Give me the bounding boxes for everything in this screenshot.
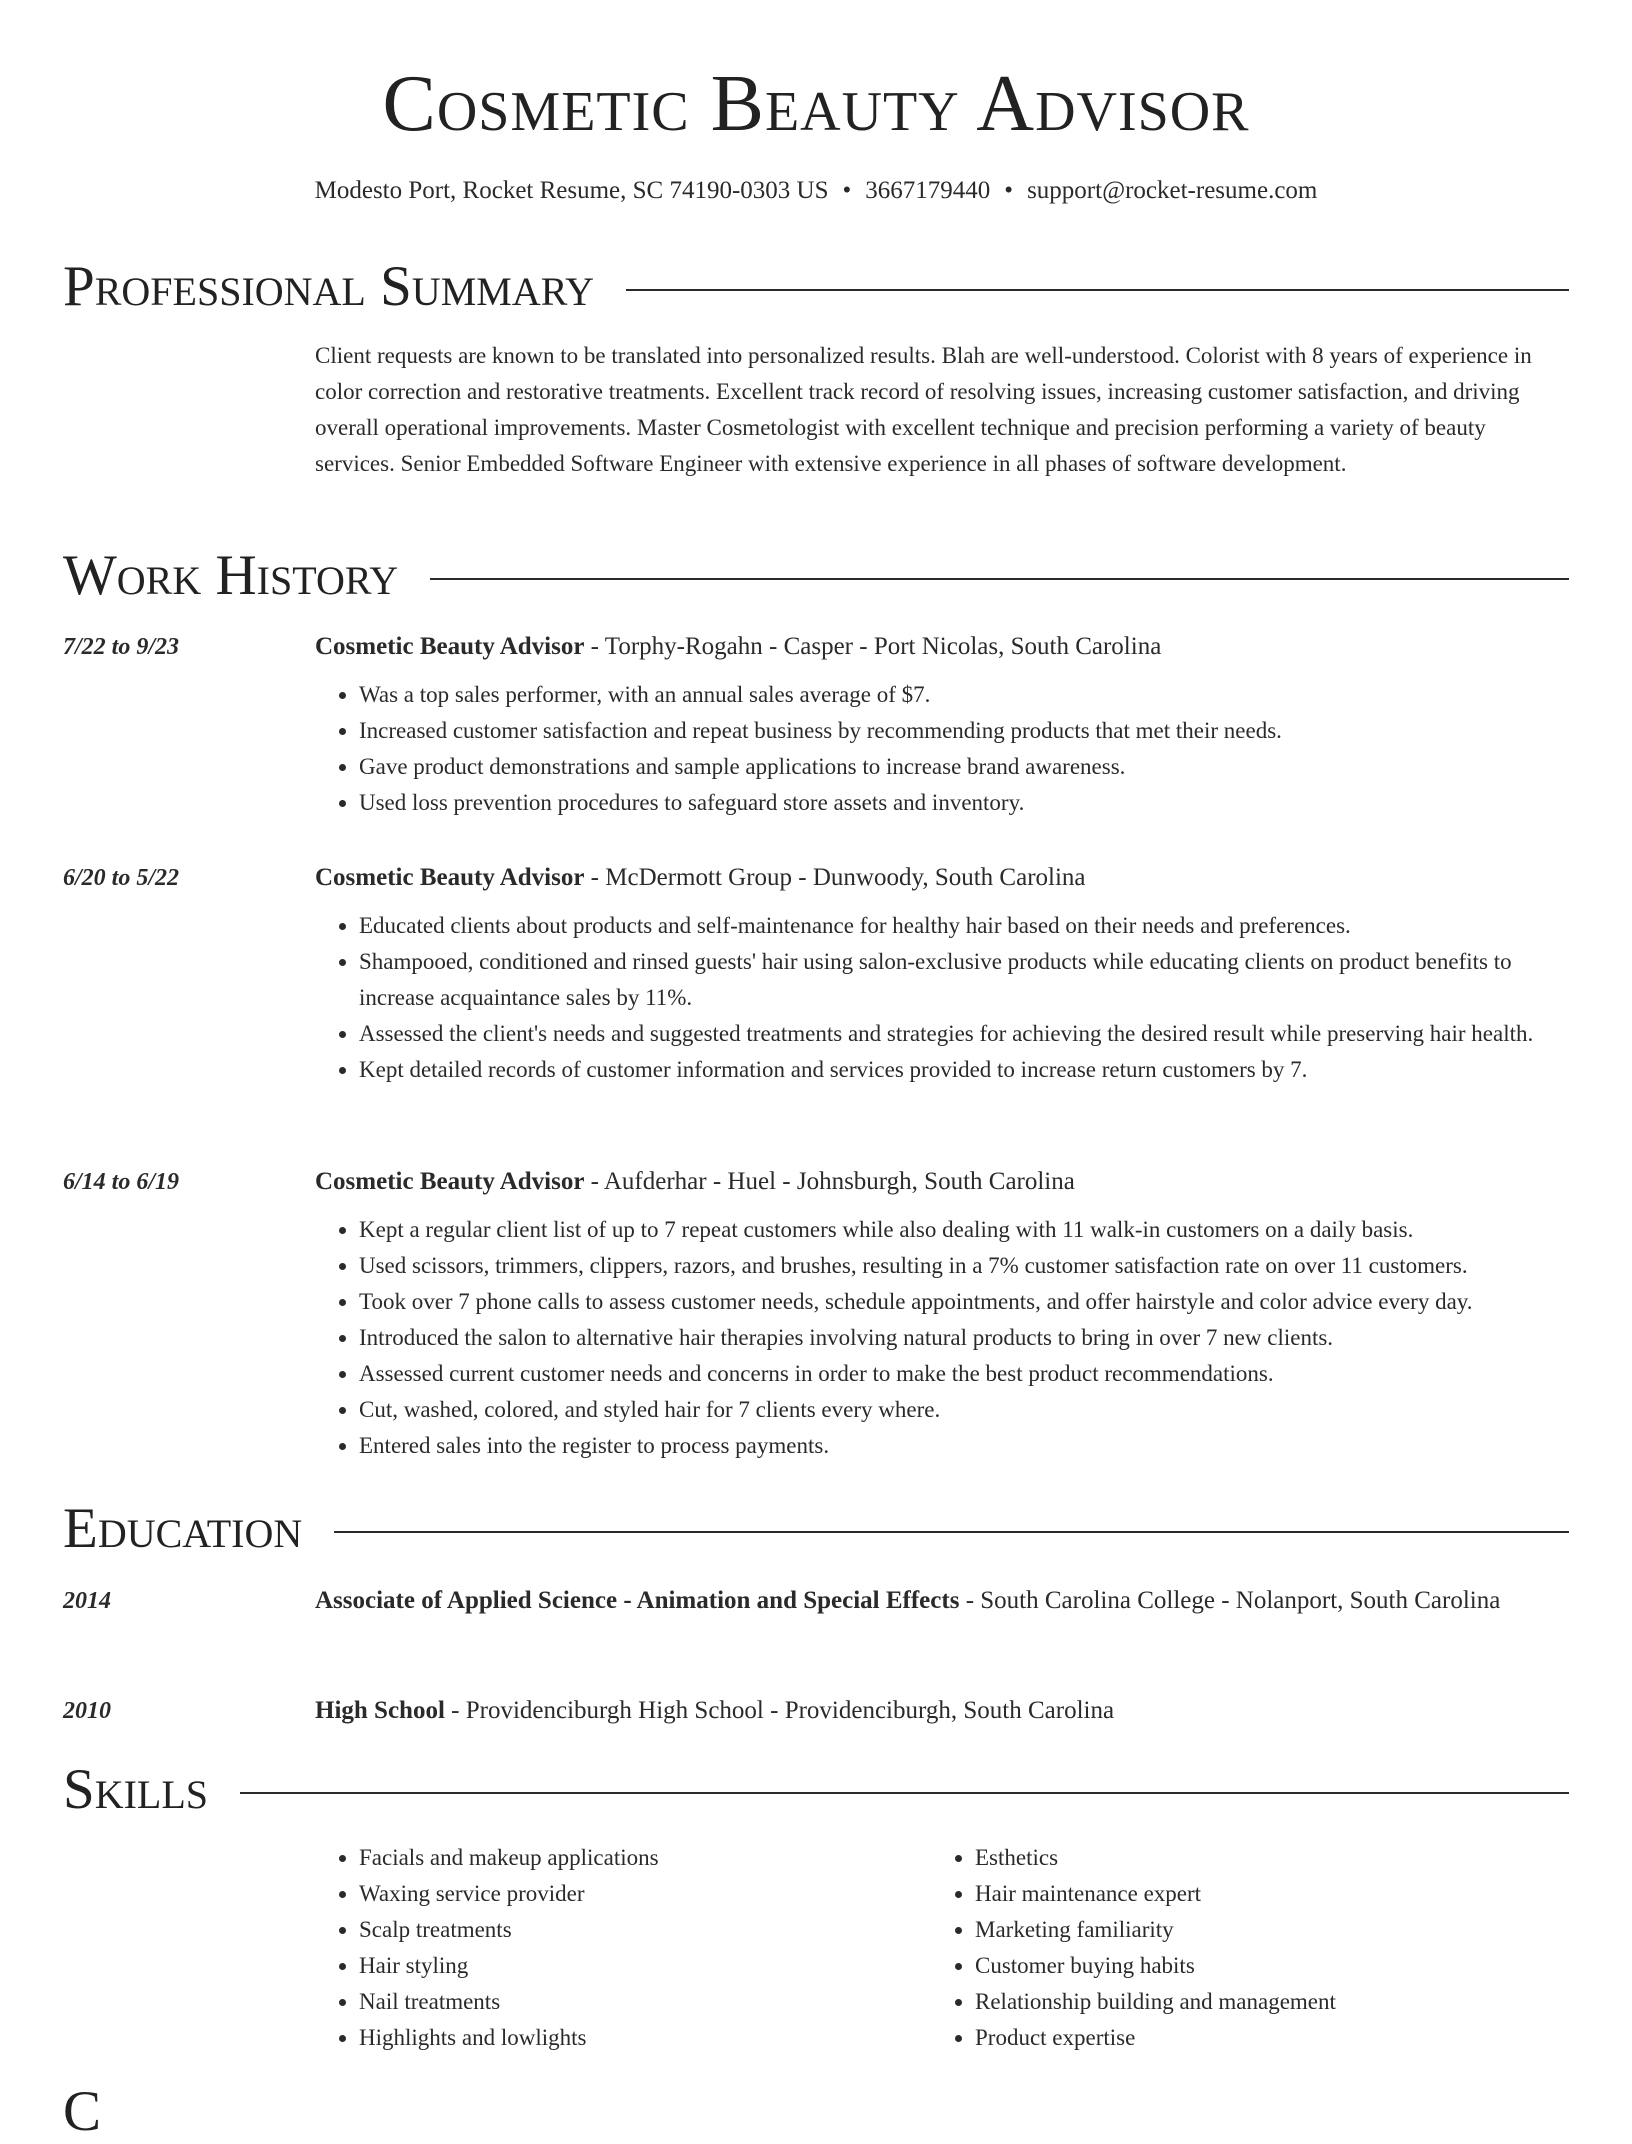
skill-item: • Marketing familiarity xyxy=(975,1912,1531,1948)
job-role: Cosmetic Beauty Advisor xyxy=(315,864,585,891)
skill-item: • Waxing service provider xyxy=(359,1876,887,1912)
skills-section-header xyxy=(63,1758,1569,1822)
education-section-header xyxy=(63,1497,1569,1561)
job-bullet: • Entered sales into the register to process payments. xyxy=(359,1428,1569,1464)
job-bullet: • Took over 7 phone calls to assess customer needs, schedule appointments, and offer hairstyle and color advice every day. xyxy=(359,1284,1569,1320)
education-degree: High School xyxy=(315,1697,445,1724)
job-dates: 6/14 to 6/19 xyxy=(63,1169,180,1195)
job-role: Cosmetic Beauty Advisor xyxy=(315,1168,585,1195)
education-school: - Providenciburgh High School - Providenciburgh, South Carolina xyxy=(444,1697,1115,1724)
job-bullet: • Educated clients about products and self-maintenance for healthy hair based on their needs and preferences. xyxy=(359,908,1569,944)
contact-separator: • xyxy=(842,177,852,204)
section-divider xyxy=(334,1531,1569,1533)
education-headline xyxy=(315,1691,1569,1731)
job-bullet: • Was a top sales performer, with an annual sales average of $7. xyxy=(359,677,1569,713)
job-bullet: • Assessed current customer needs and concerns in order to make the best product recommendations. xyxy=(359,1356,1569,1392)
job-bullets xyxy=(315,677,1569,821)
job-employer: - Aufderhar - Huel - Johnsburgh, South Carolina xyxy=(584,1168,1075,1195)
education-school: - South Carolina College - Nolanport, South Carolina xyxy=(959,1587,1501,1614)
job-role: Cosmetic Beauty Advisor xyxy=(315,633,585,660)
summary-section-header xyxy=(63,255,1569,319)
skills-columns xyxy=(315,1840,1569,2056)
job-body xyxy=(315,858,1569,1088)
education-degree: Associate of Applied Science - Animation and Special Effects xyxy=(315,1587,960,1614)
education-headline xyxy=(315,1581,1569,1621)
education-body xyxy=(315,1581,1569,1621)
job-bullet: • Kept detailed records of customer information and services provided to increase return customers by 7. xyxy=(359,1052,1569,1088)
job-employer: - McDermott Group - Dunwoody, South Carolina xyxy=(584,864,1086,891)
section-divider xyxy=(240,1792,1569,1794)
contact-phone: 3667179440 xyxy=(865,177,991,204)
resume-name: Cosmetic Beauty Advisor xyxy=(382,60,1250,148)
contact-separator: • xyxy=(1004,177,1014,204)
skill-item: • Scalp treatments xyxy=(359,1912,887,1948)
job-bullet: • Assessed the client's needs and suggested treatments and strategies for achieving the desired result while preserving hair health. xyxy=(359,1016,1569,1052)
job-bullet: • Increased customer satisfaction and repeat business by recommending products that met their needs. xyxy=(359,713,1569,749)
job-bullet: • Gave product demonstrations and sample applications to increase brand awareness. xyxy=(359,749,1569,785)
skill-item: • Relationship building and management xyxy=(975,1984,1531,2020)
section-divider xyxy=(430,578,1569,580)
contact-email: support@rocket-resume.com xyxy=(1027,177,1318,204)
skill-item: • Hair maintenance expert xyxy=(975,1876,1531,1912)
skill-item: • Customer buying habits xyxy=(975,1948,1531,1984)
job-bullet: • Cut, washed, colored, and styled hair for 7 clients every where. xyxy=(359,1392,1569,1428)
job-headline xyxy=(315,1162,1569,1202)
section-title-work: Work History xyxy=(63,544,399,607)
skill-item: • Hair styling xyxy=(359,1948,887,1984)
job-employer: - Torphy-Rogahn - Casper - Port Nicolas, South Carolina xyxy=(584,633,1162,660)
job-bullet: • Used scissors, trimmers, clippers, razors, and brushes, resulting in a 7% customer satisfaction rate on over 11 customers. xyxy=(359,1248,1569,1284)
section-title-summary: Professional Summary xyxy=(63,255,595,318)
section-title-skills: Skills xyxy=(63,1758,209,1821)
education-body xyxy=(315,1691,1569,1731)
job-bullet: • Introduced the salon to alternative hair therapies involving natural products to bring in over 7 new clients. xyxy=(359,1320,1569,1356)
job-bullet: • Kept a regular client list of up to 7 repeat customers while also dealing with 11 walk-in customers on a daily basis. xyxy=(359,1212,1569,1248)
job-dates: 6/20 to 5/22 xyxy=(63,865,180,891)
next-section-title-partial: C xyxy=(63,2080,102,2143)
section-divider xyxy=(626,289,1569,291)
work-section-header xyxy=(63,544,1569,608)
contact-line xyxy=(63,174,1569,208)
skills-list-left xyxy=(315,1840,887,2056)
job-bullet: • Shampooed, conditioned and rinsed guests' hair using salon-exclusive products while educating clients on product benefits to increase acquaintance sales by 11%. xyxy=(359,944,1569,1016)
summary-text: Client requests are known to be translated into personalized results. Blah are well-understood. Colorist with 8 years of experience in color correction and restorative treatments. Excellent track record of resolving issues, increasing customer satisfaction, and driving overall operational improvements. Master Cosmetologist with excellent technique and precision performing a variety of beauty services. Senior Embedded Software Engineer with extensive experience in all phases of software development. xyxy=(315,343,1532,476)
job-headline xyxy=(315,858,1569,898)
skill-item: • Nail treatments xyxy=(359,1984,887,2020)
skills-list-right xyxy=(931,1840,1531,2056)
job-dates: 7/22 to 9/23 xyxy=(63,634,180,660)
skill-item: • Product expertise xyxy=(975,2020,1531,2056)
job-body xyxy=(315,627,1569,821)
job-bullets xyxy=(315,1212,1569,1464)
skill-item: • Facials and makeup applications xyxy=(359,1840,887,1876)
job-body xyxy=(315,1162,1569,1464)
education-year: 2010 xyxy=(63,1698,111,1724)
job-bullets xyxy=(315,908,1569,1088)
job-headline xyxy=(315,627,1569,667)
job-bullet: • Used loss prevention procedures to safeguard store assets and inventory. xyxy=(359,785,1569,821)
skill-item: • Highlights and lowlights xyxy=(359,2020,887,2056)
education-year: 2014 xyxy=(63,1588,111,1614)
contact-address: Modesto Port, Rocket Resume, SC 74190-0303 US xyxy=(314,177,829,204)
skill-item: • Esthetics xyxy=(975,1840,1531,1876)
section-title-education: Education xyxy=(63,1497,303,1560)
